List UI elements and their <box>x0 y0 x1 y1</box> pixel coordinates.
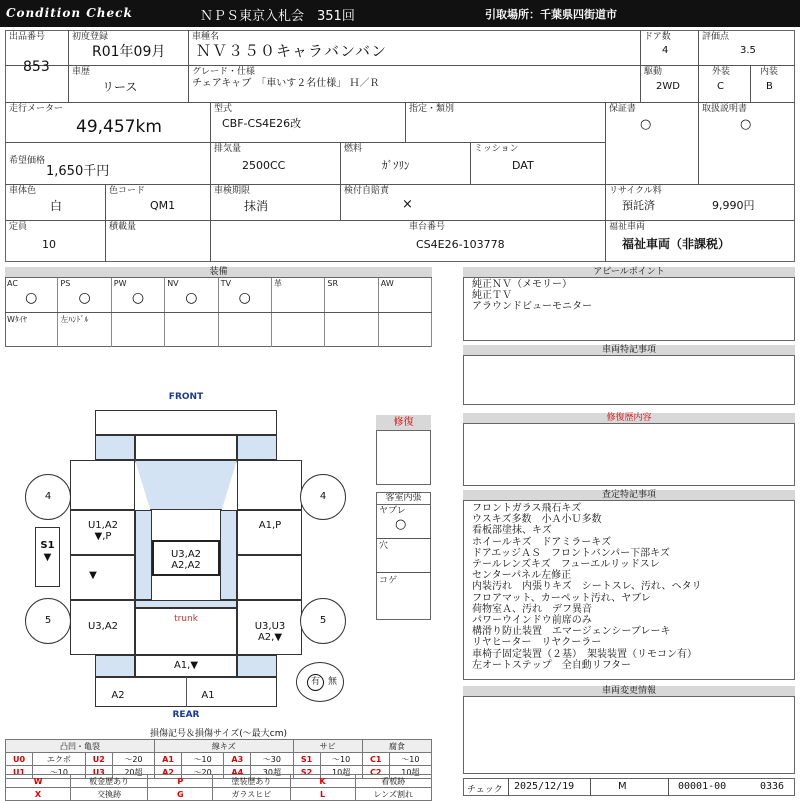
recycle-amount: 9,990円 <box>712 199 755 212</box>
legend-text: 10超 <box>389 766 431 779</box>
legend-text: 〜20 <box>182 766 224 779</box>
inspection-note-line: 構滑り防止装置 エマージェンシーブレーキ <box>472 626 671 638</box>
recycle-status: 預託済 <box>622 199 655 212</box>
special-title: 車両特記事項 <box>463 345 795 356</box>
legend-code: S2 <box>293 766 320 779</box>
first-reg-label: 初度登録 <box>72 32 109 42</box>
first-reg: R01年09月 <box>92 44 166 60</box>
appeal-lines <box>472 279 592 312</box>
legend-text: エクボ <box>33 753 86 766</box>
equipment-cell <box>219 313 272 347</box>
left-headlamp <box>95 435 135 460</box>
legend-text: 交換跡 <box>71 788 148 801</box>
inspection-label: 車検期限 <box>214 186 251 196</box>
legend-code: A2 <box>155 766 182 779</box>
legend-text: ガラスヒビ <box>213 788 290 801</box>
model-name: ＮＶ３５０キャラバンバン <box>196 42 387 60</box>
equipment-code: AW <box>380 279 394 288</box>
brand-title: Condition Check <box>6 6 133 20</box>
damage-right-front: A1,P <box>258 520 282 531</box>
legend-code: S1 <box>293 753 320 766</box>
repair-history-title: 修復歴内容 <box>463 413 795 424</box>
legend-text: 〜30 <box>251 753 293 766</box>
footer-bar <box>463 778 795 796</box>
grade: チェアキャブ 「車いす２名仕様」 Ｈ／Ｒ <box>192 78 380 89</box>
legend-row-1 <box>6 753 432 766</box>
damage-left-front: U1,A2 <box>87 520 119 531</box>
damage-rear-left: A2 <box>111 690 125 701</box>
drive-label: 駆動 <box>644 67 663 77</box>
legend-code: U0 <box>6 753 33 766</box>
interior: B <box>766 81 773 92</box>
warranty-label: 保証書 <box>609 104 637 114</box>
equipment-option: 左ﾊﾝﾄﾞﾙ <box>60 315 89 324</box>
grade-label: グレード・仕様 <box>192 67 256 77</box>
inspection-note-line: 看板部塗抹、キズ <box>472 525 552 537</box>
score: 3.5 <box>740 45 756 56</box>
equipment-code: SR <box>327 279 339 288</box>
rear-glass <box>135 600 237 608</box>
equipment-mark: ○ <box>25 290 38 306</box>
history-label: 車歴 <box>72 67 91 77</box>
right-taillamp <box>237 655 277 677</box>
model-code: CBF-CS4E26改 <box>222 117 302 130</box>
legend-code: U3 <box>85 766 112 779</box>
legend-text: 〜10 <box>320 753 362 766</box>
recycle-label: リサイクル料 <box>609 186 662 196</box>
cabin-item-hole: 穴 <box>379 541 389 551</box>
inspection-note-line: フロアマット、カーペット汚れ、ヤブレ <box>472 592 651 604</box>
price-label: 希望価格 <box>9 156 46 166</box>
inspection-note-line: ウスキズ多数 小Ａ小Ｕ多数 <box>472 514 602 526</box>
mileage: 49,457km <box>76 117 162 137</box>
legend-table-2 <box>5 774 432 801</box>
designation-label: 指定・類別 <box>409 104 455 114</box>
welfare-label: 福祉車両 <box>609 222 646 232</box>
equipment-cell <box>325 313 378 347</box>
equipment-cell <box>165 313 218 347</box>
exterior-label: 外装 <box>712 67 731 77</box>
wheel-rr-score: 5 <box>319 615 327 626</box>
auction-name: ＮＰＳ東京入札会 351回 <box>200 9 355 24</box>
appeal-line: 純正ＴＶ <box>472 290 512 301</box>
inspection-notes-title: 査定特記事項 <box>463 490 795 501</box>
legend-table <box>5 739 432 779</box>
equipment-cell <box>272 313 325 347</box>
legend-cat-scratch: 線キズ <box>155 740 293 753</box>
equipment-cell <box>379 278 432 312</box>
damage-left-rear: U3,A2 <box>87 621 119 632</box>
step-damage: S1 <box>40 540 55 551</box>
legend-code: P <box>148 775 213 788</box>
damage-right-rear-1: U3,U3 <box>254 621 286 632</box>
equipment-cell <box>58 313 111 347</box>
spare-none: 無 <box>327 677 337 687</box>
mission-label: ミッション <box>474 144 519 154</box>
legend-code: K <box>290 775 355 788</box>
cabin-item-burn: コゲ <box>379 576 398 586</box>
warranty-mark: ○ <box>640 117 652 132</box>
legend-text: 〜10 <box>33 766 86 779</box>
cabin-tear-mark: ○ <box>395 517 407 532</box>
equipment-code: 革 <box>274 279 282 288</box>
legend-code: C2 <box>362 766 389 779</box>
cabin-item-tear: ヤブレ <box>379 506 406 516</box>
left-front-fender <box>70 460 135 510</box>
legend-row-3 <box>6 775 432 788</box>
legend-text: 30超 <box>251 766 293 779</box>
legend-code: A3 <box>224 753 251 766</box>
repair-title: 修復 <box>376 415 431 431</box>
equipment-cell <box>379 313 432 347</box>
chassis-label: 車台番号 <box>409 222 446 232</box>
hood <box>135 435 237 460</box>
left-taillamp <box>95 655 135 677</box>
legend-text: 〜20 <box>112 753 154 766</box>
legend-code: G <box>148 788 213 801</box>
lot-number-label: 出品番号 <box>9 32 46 42</box>
left-side-glass <box>135 510 152 600</box>
damage-right-rear-2: A2,▼ <box>257 632 283 643</box>
legend-text: 10超 <box>320 766 362 779</box>
inspection-note-line: リヤヒーター リヤクーラー <box>472 637 602 649</box>
legend-code: W <box>6 775 71 788</box>
equipment-cell <box>219 278 272 312</box>
displacement-label: 排気量 <box>214 144 242 154</box>
wheel-fr-score: 4 <box>319 491 327 502</box>
inspection-note-line: センターパネル左修正 <box>472 570 572 582</box>
equipment-cell <box>5 313 58 347</box>
equipment-cell <box>325 278 378 312</box>
auto-tax-label: 検付自賠責 <box>344 186 390 196</box>
legend-text: 20超 <box>112 766 154 779</box>
legend-text: レンズ割れ <box>355 788 432 801</box>
appeal-line: アラウンドビューモニター <box>472 301 592 312</box>
equipment-code: AC <box>7 279 18 288</box>
equipment-cell <box>165 278 218 312</box>
equipment-mark: ○ <box>238 290 251 306</box>
legend-code: L <box>290 788 355 801</box>
windshield <box>135 460 237 510</box>
trunk-label: trunk <box>174 614 198 624</box>
step-damage-mark: ▼ <box>43 552 52 563</box>
damage-roof-1: U3,A2 <box>170 549 202 560</box>
check-label: チェック <box>467 785 503 795</box>
inspection-notes-lines <box>472 503 702 671</box>
right-side-glass <box>220 510 237 600</box>
front-bumper <box>95 410 277 435</box>
legend-code: C1 <box>362 753 389 766</box>
damage-rear-bumper-upper: A1,▼ <box>173 660 199 671</box>
inspection-note-line: 内装汚れ 内張りキズ シートスレ、汚れ、ヘタリ <box>472 581 702 593</box>
mission: DAT <box>512 159 534 172</box>
score-label: 評価点 <box>702 32 730 42</box>
manual-label: 取扱説明書 <box>702 104 748 114</box>
inspection-note-line: 車椅子固定装置（２基） 架装装置（リモコン有） <box>472 648 697 660</box>
capacity: 10 <box>42 238 56 251</box>
equipment-mark: ○ <box>185 290 198 306</box>
body-color-label: 車体色 <box>9 186 37 196</box>
legend-text: 塗装歴あり <box>213 775 290 788</box>
pickup-label: 引取場所： <box>485 8 540 21</box>
model-name-label: 車種名 <box>192 32 220 42</box>
lot-number: 853 <box>23 59 50 75</box>
appeal-line: 純正ＮＶ（メモリー） <box>472 279 572 290</box>
check-date: 2025/12/19 <box>514 781 575 792</box>
legend-row-4 <box>6 788 432 801</box>
interior-label: 内装 <box>760 67 779 77</box>
wheel-rl-score: 5 <box>44 615 52 626</box>
equipment-code: PS <box>60 279 71 288</box>
front-label: FRONT <box>168 392 204 402</box>
spare-have: 有 <box>310 677 320 687</box>
damage-left-mid: ▼ <box>89 570 97 581</box>
auto-tax: × <box>402 197 413 212</box>
legend-title: 損傷記号＆損傷サイズ(〜最大cm) <box>149 729 288 739</box>
legend-text: 〜10 <box>182 753 224 766</box>
equipment-mark: ○ <box>78 290 91 306</box>
legend-cat-dent: 凸凹・亀裂 <box>6 740 155 753</box>
damage-left-front-2: ▼,P <box>94 531 112 542</box>
manual-mark: ○ <box>740 117 752 132</box>
changes-panel <box>463 686 795 774</box>
equipment-title: 装備 <box>5 267 432 278</box>
appeal-title: アピールポイント <box>463 267 795 278</box>
legend-text: 板金歴あり <box>71 775 148 788</box>
fuel-label: 燃料 <box>344 144 363 154</box>
right-mid-door <box>237 555 302 600</box>
model-code-label: 型式 <box>214 104 233 114</box>
equipment-cell <box>112 278 165 312</box>
history: リース <box>102 80 138 94</box>
right-front-fender <box>237 460 302 510</box>
inspection: 抹消 <box>244 199 269 213</box>
inspection-note-line: 荷物室Ａ、汚れ デフ異音 <box>472 603 592 615</box>
doors: 4 <box>662 45 669 56</box>
inspection-note-line: ドアエッジＡＳ フロントバンパー下部キズ <box>472 547 670 559</box>
equipment-option: Wﾀｲﾔ <box>7 315 27 324</box>
equipment-cell <box>112 313 165 347</box>
inspection-note-line: テールレンズキズ フューエルリッドスレ <box>472 559 660 571</box>
displacement: 2500CC <box>242 159 286 172</box>
inspection-note-line: ホイールキズ ドアミラーキズ <box>472 536 612 548</box>
legend-code: X <box>6 788 71 801</box>
doors-label: ドア数 <box>644 32 671 42</box>
equipment-code: PW <box>113 279 127 288</box>
footer-number: 0336 <box>760 781 785 792</box>
pickup-location <box>485 6 617 22</box>
legend-code: U2 <box>85 753 112 766</box>
mileage-label: 走行メーター <box>9 104 64 114</box>
checker: M <box>618 781 627 792</box>
color-code-label: 色コード <box>109 186 146 196</box>
legend-code: A4 <box>224 766 251 779</box>
equipment-cell <box>58 278 111 312</box>
inspection-note-line: 左オートステップ 全自動リフター <box>472 659 631 671</box>
legend-text: 〜10 <box>389 753 431 766</box>
rear-label: REAR <box>172 710 200 720</box>
fuel: ｶﾞｿﾘﾝ <box>382 159 410 172</box>
pickup-value: 千葉県四街道市 <box>540 8 617 21</box>
color-code: QM1 <box>150 199 176 212</box>
legend-code: U1 <box>6 766 33 779</box>
changes-title: 車両変更情報 <box>463 686 795 697</box>
legend-cat-corrosion: 腐食 <box>362 740 431 753</box>
equipment-cell <box>272 278 325 312</box>
legend-code: A1 <box>155 753 182 766</box>
equipment-mark: ○ <box>131 290 145 306</box>
right-headlamp <box>237 435 277 460</box>
equipment-code: TV <box>220 279 231 288</box>
equipment-cell <box>5 278 58 312</box>
right-front-door <box>237 510 302 555</box>
damage-roof-2: A2,A2 <box>171 560 201 571</box>
footer-code: 00001-00 <box>678 781 727 792</box>
inspection-note-line: パワーウインドウ前席のみ <box>472 615 592 627</box>
exterior: C <box>717 81 724 92</box>
inspection-note-line: フロントガラス飛石キズ <box>472 503 582 514</box>
capacity-label: 定員 <box>9 222 28 232</box>
drive: 2WD <box>656 81 680 92</box>
chassis: CS4E26-103778 <box>416 238 505 251</box>
equipment-code: NV <box>167 279 179 288</box>
cabin-title: 客室内張 <box>377 493 430 505</box>
legend-text: 看板跡 <box>355 775 432 788</box>
load-label: 積載量 <box>109 222 137 232</box>
welfare: 福祉車両（非課税） <box>622 237 731 251</box>
body-color: 白 <box>50 199 63 213</box>
legend-cat-rust: サビ <box>293 740 362 753</box>
damage-rear-right: A1 <box>201 690 215 701</box>
wheel-fl-score: 4 <box>44 491 52 502</box>
price: 1,650千円 <box>46 164 110 179</box>
